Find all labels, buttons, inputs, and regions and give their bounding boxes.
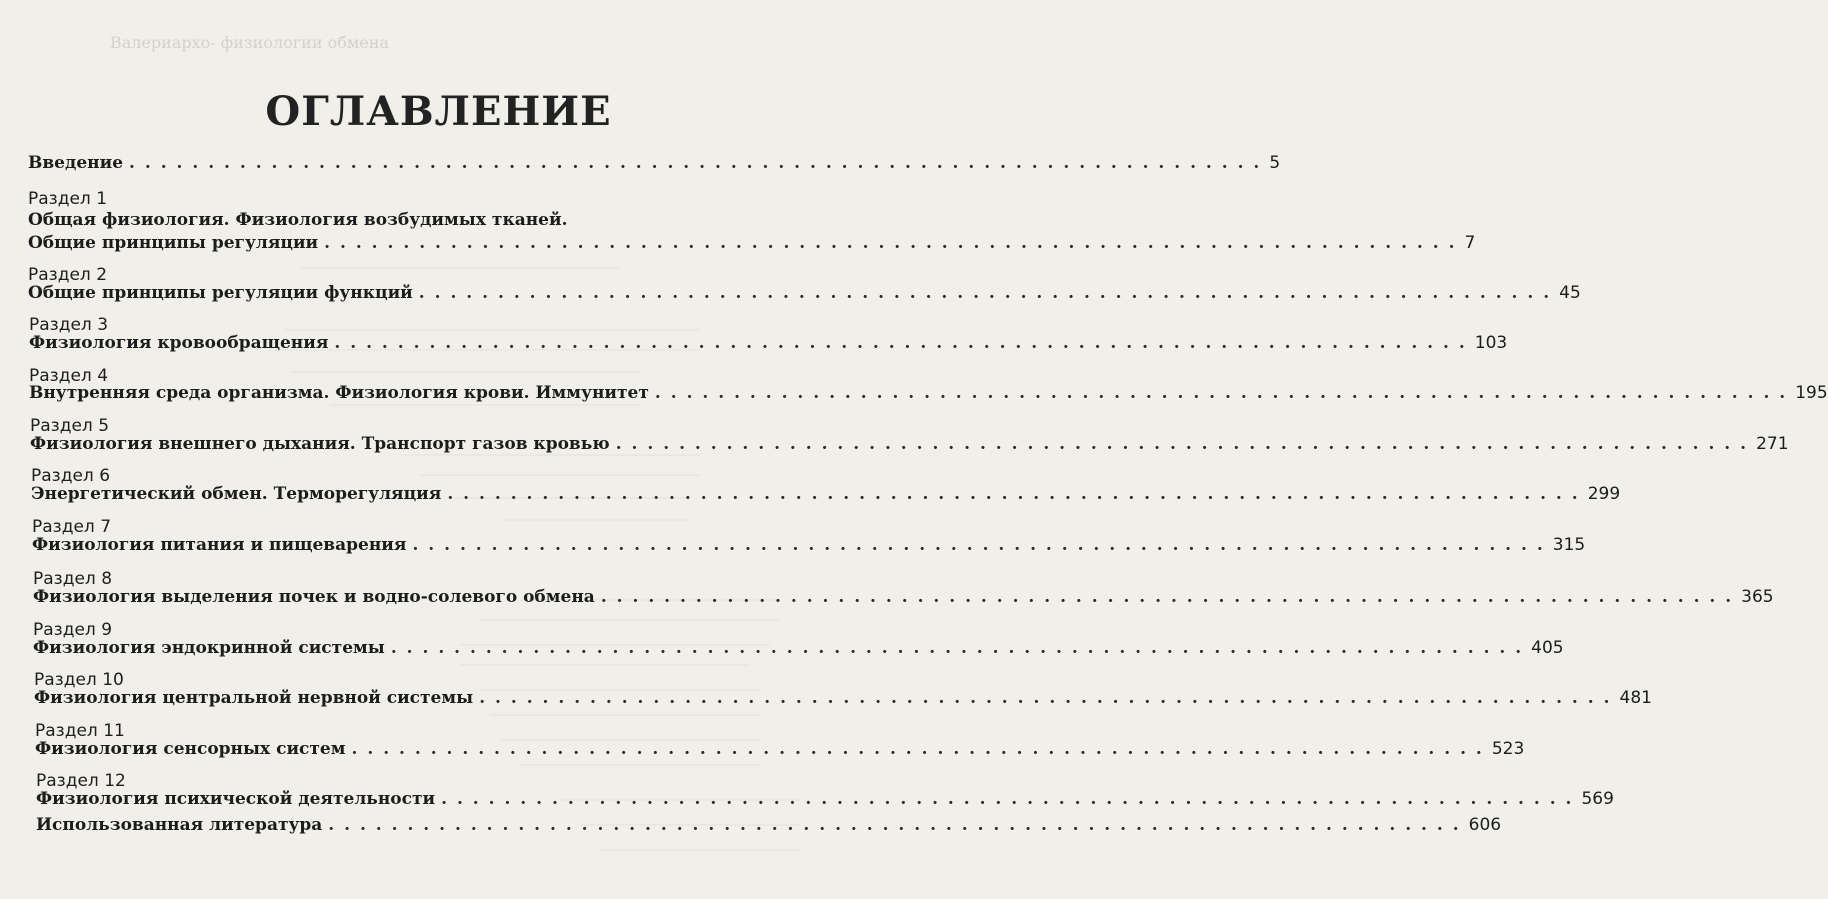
toc-entry-title: Введение — [28, 153, 124, 173]
toc-page-number: 405 — [1531, 638, 1564, 658]
toc-entry-section-7[interactable] — [32, 532, 1586, 556]
toc-leader-dots: . . . . . . . . . . . . . . . . . . . . . . . . . . . . . . . . . . . . . . . . . . . . . . . . . . . . . . . . . . . . . . . . . . . . . . . . — [615, 434, 1749, 454]
section-label: Раздел 11 — [35, 721, 125, 741]
toc-leader-dots: . . . . . . . . . . . . . . . . . . . . . . . . . . . . . . . . . . . . . . . . . . . . . . . . . . . . . . . . . . . . . . . . . . . . . . . . — [351, 739, 1484, 759]
toc-leader-dots: . . . . . . . . . . . . . . . . . . . . . . . . . . . . . . . . . . . . . . . . . . . . . . . . . . . . . . . . . . . . . . . . . . . . . . . . — [334, 333, 1467, 353]
toc-entry-section-4[interactable] — [29, 380, 1828, 404]
toc-leader-dots: . . . . . . . . . . . . . . . . . . . . . . . . . . . . . . . . . . . . . . . . . . . . . . . . . . . . . . . . . . . . . . . . . . . . . . . . — [479, 688, 1612, 708]
toc-entry-title: Физиология выделения почек и водно-солевого обмена — [33, 587, 595, 607]
section-label: Раздел 1 — [28, 189, 108, 209]
toc-entry-section-3[interactable] — [29, 330, 1508, 354]
toc-entry-section-1[interactable] — [28, 230, 1476, 254]
toc-leader-dots: . . . . . . . . . . . . . . . . . . . . . . . . . . . . . . . . . . . . . . . . . . . . . . . . . . . . . . . . . . . . . . . . . . . . . . . . — [324, 233, 1457, 253]
toc-leader-dots: . . . . . . . . . . . . . . . . . . . . . . . . . . . . . . . . . . . . . . . . . . . . . . . . . . . . . . . . . . . . . . . . . . . . . . . . — [390, 638, 1524, 658]
toc-entry-section-6[interactable] — [31, 481, 1621, 505]
toc-leader-dots: . . . . . . . . . . . . . . . . . . . . . . . . . . . . . . . . . . . . . . . . . . . . . . . . . . . . . . . . . . . . . . . . . . . . . . . . — [447, 484, 1580, 504]
toc-leader-dots: . . . . . . . . . . . . . . . . . . . . . . . . . . . . . . . . . . . . . . . . . . . . . . . . . . . . . . . . . . . . . . . . . . . . . . . . — [654, 383, 1788, 403]
section-label: Раздел 8 — [33, 569, 113, 589]
toc-entry-title: Физиология внешнего дыхания. Транспорт газов кровью — [30, 434, 610, 454]
toc-page-number: 569 — [1581, 789, 1614, 809]
toc-page-number: 271 — [1756, 434, 1789, 454]
section-label: Раздел 2 — [28, 265, 108, 285]
toc-leader-dots: . . . . . . . . . . . . . . . . . . . . . . . . . . . . . . . . . . . . . . . . . . . . . . . . . . . . . . . . . . . . . . . . . . . . . . . . — [328, 815, 1461, 835]
toc-entry-title: Физиология питания и пищеварения — [32, 535, 407, 555]
section-label: Раздел 6 — [31, 466, 111, 486]
toc-entry-title: Общие принципы регуляции функций — [28, 283, 413, 303]
toc-entry-section-2[interactable] — [28, 280, 1581, 304]
toc-entry-section-9[interactable] — [33, 635, 1564, 659]
toc-leader-dots: . . . . . . . . . . . . . . . . . . . . . . . . . . . . . . . . . . . . . . . . . . . . . . . . . . . . . . . . . . . . . . . . . . . . . . . . — [412, 535, 1545, 555]
toc-leader-dots: . . . . . . . . . . . . . . . . . . . . . . . . . . . . . . . . . . . . . . . . . . . . . . . . . . . . . . . . . . . . . . . . . . . . . . . . — [441, 789, 1574, 809]
toc-page-number: 481 — [1619, 688, 1652, 708]
toc-page-number: 45 — [1559, 283, 1581, 303]
toc-page-number: 5 — [1269, 153, 1281, 173]
toc-leader-dots: . . . . . . . . . . . . . . . . . . . . . . . . . . . . . . . . . . . . . . . . . . . . . . . . . . . . . . . . . . . . . . . . . . . . . . . . — [129, 153, 1262, 173]
toc-entry-title: Физиология центральной нервной системы — [34, 688, 474, 708]
section-label: Раздел 10 — [34, 670, 124, 690]
section-label: Раздел 3 — [29, 315, 109, 335]
toc-page-number: 195 — [1795, 383, 1828, 403]
toc-entry-section-8[interactable] — [33, 584, 1774, 608]
toc-entry-title: Физиология сенсорных систем — [35, 739, 346, 759]
toc-entry-title: Энергетический обмен. Терморегуляция — [31, 484, 442, 504]
section-label: Раздел 5 — [30, 416, 110, 436]
toc-entry-title-line: Общая физиология. Физиология возбудимых тканей. — [28, 210, 568, 230]
toc-entry-title: Физиология кровообращения — [29, 333, 329, 353]
toc-entry-title: Физиология психической деятельности — [36, 789, 436, 809]
bleed-text-top: Валериархо- физиологии обмена — [110, 33, 389, 52]
section-label: Раздел 7 — [32, 517, 112, 537]
section-label: Раздел 12 — [36, 771, 126, 791]
toc-leader-dots: . . . . . . . . . . . . . . . . . . . . . . . . . . . . . . . . . . . . . . . . . . . . . . . . . . . . . . . . . . . . . . . . . . . . . . . . — [418, 283, 1552, 303]
toc-entry-section-11[interactable] — [35, 736, 1525, 760]
toc-entry-intro[interactable] — [28, 150, 1281, 174]
toc-entry-literature[interactable] — [36, 812, 1502, 836]
section-label: Раздел 4 — [29, 366, 109, 386]
toc-entry-section-10[interactable] — [34, 685, 1652, 709]
toc-page-number: 365 — [1741, 587, 1774, 607]
toc-page-number: 315 — [1552, 535, 1586, 555]
toc-entry-title: Физиология эндокринной системы — [33, 638, 385, 658]
page-title: ОГЛАВЛЕНИЕ — [265, 88, 612, 135]
toc-entry-title: Внутренняя среда организма. Физиология крови. Иммунитет — [29, 383, 649, 403]
toc-entry-title: Общие принципы регуляции — [28, 233, 319, 253]
toc-entry-section-5[interactable] — [30, 431, 1789, 455]
toc-page-number: 523 — [1491, 739, 1525, 759]
toc-entry-title: Использованная литература — [36, 815, 323, 835]
toc-page-number: 103 — [1474, 333, 1508, 353]
toc-page-number: 299 — [1587, 484, 1621, 504]
toc-entry-section-12[interactable] — [36, 786, 1614, 810]
toc-leader-dots: . . . . . . . . . . . . . . . . . . . . . . . . . . . . . . . . . . . . . . . . . . . . . . . . . . . . . . . . . . . . . . . . . . . . . . . . — [600, 587, 1734, 607]
section-label: Раздел 9 — [33, 620, 113, 640]
toc-page-number: 606 — [1468, 815, 1502, 835]
toc-page-number: 7 — [1464, 233, 1476, 253]
